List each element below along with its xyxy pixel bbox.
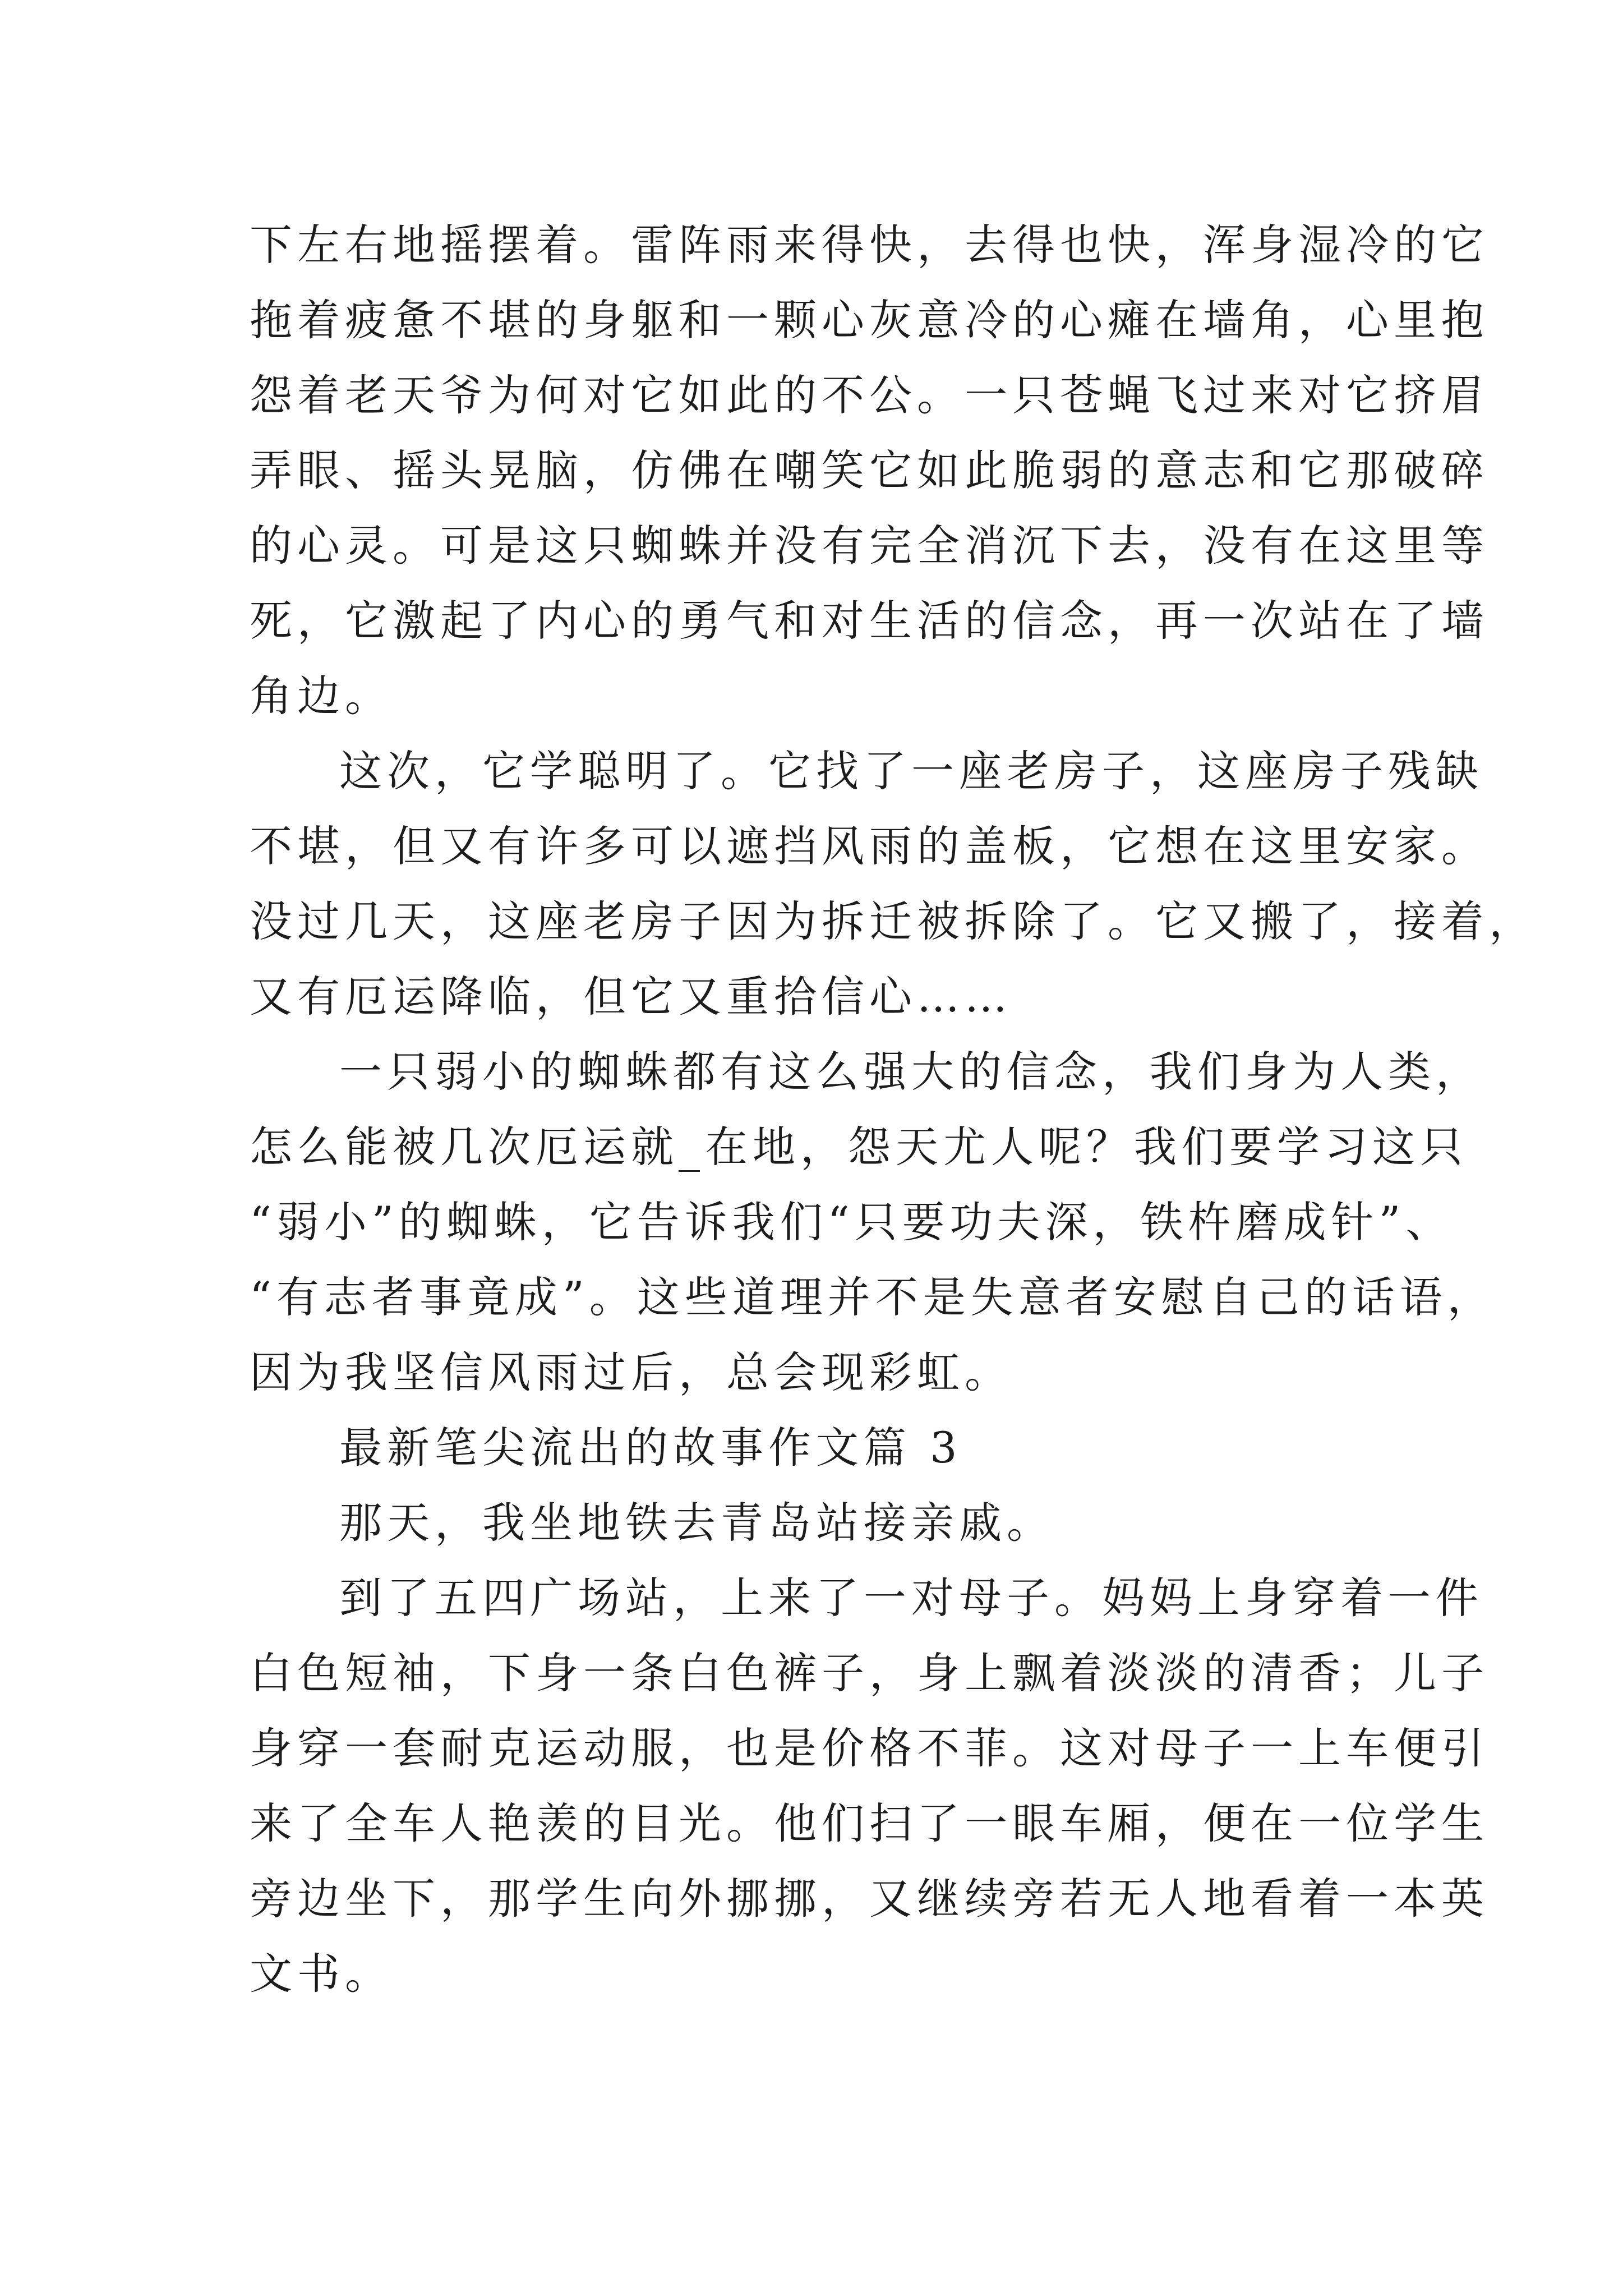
- text-line: 怨着老天爷为何对它如此的不公。一只苍蝇飞过来对它挤眉: [250, 370, 1489, 420]
- text-line: 一只弱小的蜘蛛都有这么强大的信念，我们身为人类，: [339, 1047, 1483, 1097]
- paragraph-6: [250, 1561, 1489, 2012]
- text-line: 角边。: [250, 671, 393, 721]
- text-line: 又有厄运降临，但它又重拾信心……: [250, 972, 1012, 1022]
- text-line: “有志者事竟成”。这些道理并不是失意者安慰自己的话语，: [250, 1272, 1495, 1322]
- section-heading: [250, 1410, 1450, 1485]
- text-line: 下左右地摇摆着。雷阵雨来得快，去得也快，浑身湿冷的它: [250, 220, 1489, 270]
- text-line: 到了五四广场站，上来了一对母子。妈妈上身穿着一件: [339, 1573, 1483, 1623]
- paragraph-3: [250, 1034, 1495, 1410]
- heading-line: 最新笔尖流出的故事作文篇 3: [339, 1423, 962, 1473]
- text-line: 文书。: [250, 1949, 393, 1999]
- text-line: 没过几天，这座老房子因为拆迁被拆除了。它又搬了，接着，: [250, 896, 1537, 946]
- text-line: 弄眼、摇头晃脑，仿佛在嘲笑它如此脆弱的意志和它那破碎: [250, 445, 1489, 495]
- text-line: 的心灵。可是这只蜘蛛并没有完全消沉下去，没有在这里等: [250, 521, 1489, 570]
- text-line: 来了全车人艳羡的目光。他们扫了一眼车厢，便在一位学生: [250, 1798, 1489, 1848]
- paragraph-1: [250, 208, 1489, 734]
- text-line: 那天，我坐地铁去青岛站接亲戚。: [339, 1498, 1054, 1548]
- text-line: 白色短袖，下身一条白色裤子，身上飘着淡淡的清香；儿子: [250, 1648, 1489, 1698]
- text-line: 拖着疲惫不堪的身躯和一颗心灰意冷的心瘫在墙角，心里抱: [250, 295, 1489, 345]
- text-line: “弱小”的蜘蛛，它告诉我们“只要功夫深，铁杵磨成针”、: [250, 1197, 1454, 1247]
- document-body: [250, 208, 1537, 2012]
- paragraph-5: [250, 1485, 1450, 1561]
- text-line: 不堪，但又有许多可以遮挡风雨的盖板，它想在这里安家。: [250, 821, 1489, 871]
- text-line: 旁边坐下，那学生向外挪挪，又继续旁若无人地看着一本英: [250, 1874, 1489, 1924]
- text-line: 怎么能被几次厄运就_在地，怨天尤人呢？我们要学习这只: [250, 1122, 1468, 1172]
- text-line: 身穿一套耐克运动服，也是价格不菲。这对母子一上车便引: [250, 1723, 1489, 1773]
- paragraph-2: [250, 734, 1537, 1034]
- text-line: 因为我坚信风雨过后，总会现彩虹。: [250, 1347, 1012, 1397]
- text-line: 死，它激起了内心的勇气和对生活的信念，再一次站在了墙: [250, 596, 1489, 646]
- text-line: 这次，它学聪明了。它找了一座老房子，这座房子残缺: [339, 746, 1483, 796]
